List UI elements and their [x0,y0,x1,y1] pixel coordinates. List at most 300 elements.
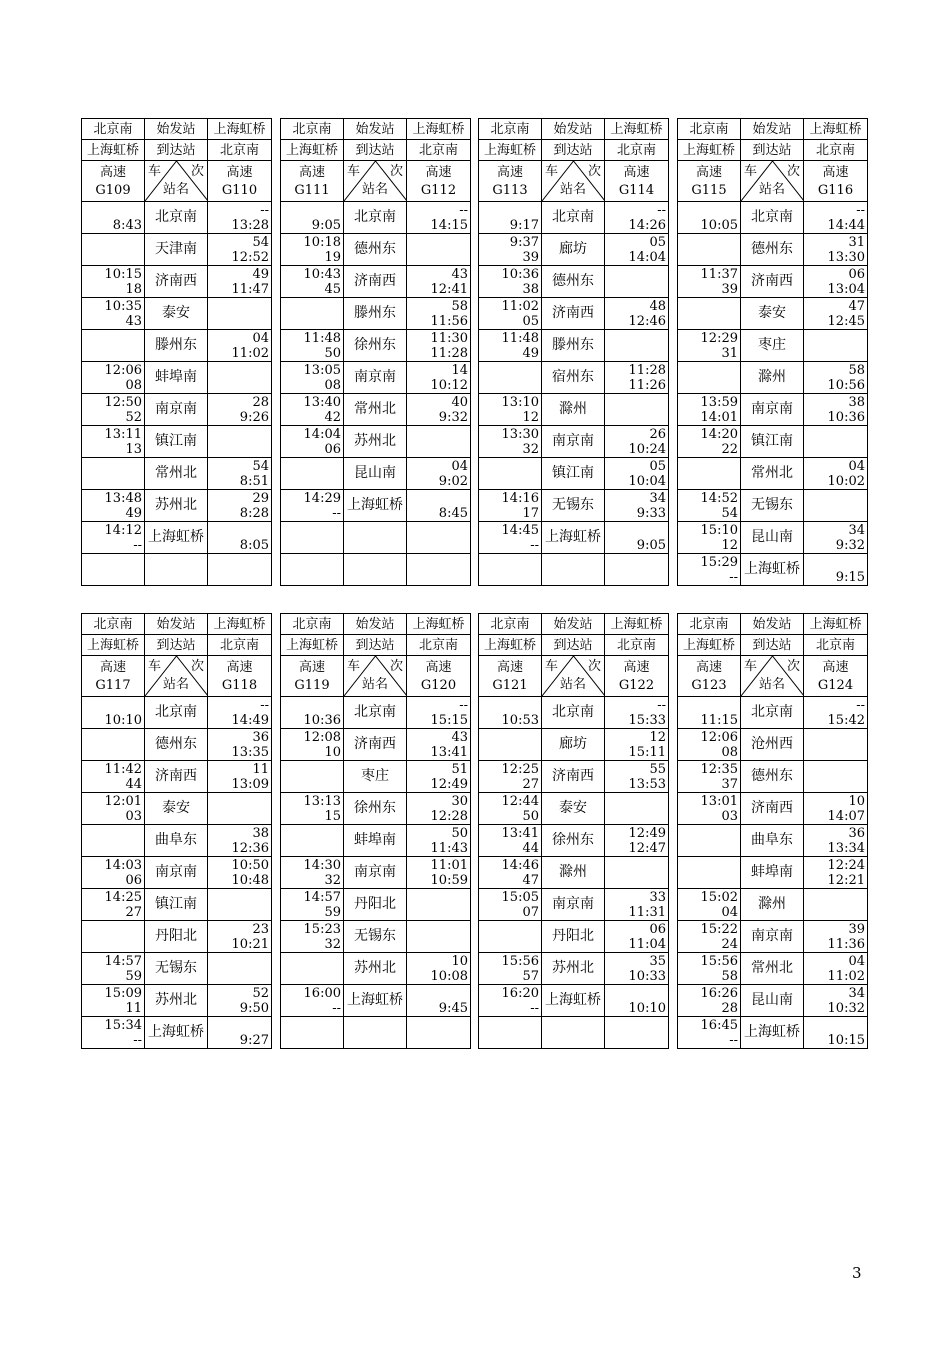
origin-left: 北京南 [678,119,741,140]
table-row [82,426,272,458]
station-name: 枣庄 [741,330,804,362]
up-time [407,234,471,266]
station-name: 德州东 [145,729,208,761]
up-time [407,458,471,490]
depart: 32 [522,442,539,457]
station-name: 济南西 [542,761,605,793]
down-time [479,985,542,1017]
arrive: 12:06 [104,363,142,378]
depart: -- [729,570,738,585]
arrive: 13:01 [700,794,738,809]
table-row [479,729,669,761]
up-time [605,362,669,394]
arrive: 40 [451,395,468,410]
table-row [678,554,868,586]
label-ci: 次 [786,659,800,674]
arrive: 36 [252,730,269,745]
diagonal-header [344,656,407,697]
table-row [281,889,471,921]
arrive: 13:10 [501,395,539,410]
arrive: 15:02 [700,890,738,905]
up-time [208,234,272,266]
arrive: -- [260,203,269,218]
station-name: 无锡东 [145,953,208,985]
dest-label: 到达站 [542,635,605,656]
up-time [407,362,471,394]
origin-right: 上海虹桥 [804,119,868,140]
station-name: 上海虹桥 [542,522,605,554]
table-row [678,953,868,985]
label-ci: 次 [786,164,800,179]
up-train [407,161,471,202]
train-table-g117-g118 [81,613,272,1049]
arrive: 9:45 [438,1001,468,1016]
up-time [804,362,868,394]
table-row [479,953,669,985]
station-name: 南京南 [741,921,804,953]
depart: 11:36 [827,937,865,952]
train-number: G123 [691,677,727,693]
depart: 15 [324,809,341,824]
down-time [479,234,542,266]
table-row [479,394,669,426]
origin-label: 始发站 [145,119,208,140]
train-type: 高速 [226,164,253,180]
table-row [479,554,669,586]
arrive: 11:48 [303,331,341,346]
arrive: 11:37 [700,267,738,282]
table-row [82,490,272,522]
train-table-g115-g116 [677,118,868,586]
depart: 13:28 [231,218,269,233]
arrive: 15:56 [501,954,539,969]
table-row [281,362,471,394]
origin-left: 北京南 [281,614,344,635]
arrive: 26 [649,427,666,442]
table-row [678,490,868,522]
depart: 13 [125,442,142,457]
down-time [82,490,145,522]
diagonal-header [344,161,407,202]
station-name: 泰安 [741,298,804,330]
station-name: 滕州东 [344,298,407,330]
down-time [479,266,542,298]
table-row [678,921,868,953]
up-time [804,953,868,985]
label-che: 车 [744,659,758,674]
arrive: 10 [451,954,468,969]
up-time [605,921,669,953]
diagonal-header [145,656,208,697]
up-time [804,458,868,490]
arrive: 30 [451,794,468,809]
down-time [678,889,741,921]
dest-right: 北京南 [804,635,868,656]
depart: 12:45 [827,314,865,329]
station-name: 徐州东 [344,793,407,825]
station-name: 泰安 [145,793,208,825]
depart: 08 [125,378,142,393]
arrive: -- [856,203,865,218]
table-row [479,458,669,490]
station-name: 丹阳北 [145,921,208,953]
table-row [479,234,669,266]
label-che: 车 [148,164,162,179]
arrive: 10:50 [231,858,269,873]
train-number: G116 [817,182,854,198]
up-time [605,857,669,889]
depart: 39 [721,282,738,297]
up-time [407,697,471,729]
table-row [82,202,272,234]
depart: 10:48 [231,873,269,888]
train-number: G109 [95,182,131,198]
depart: 14:07 [827,809,865,824]
arrive: 06 [649,922,666,937]
dest-right: 北京南 [407,635,471,656]
table-row [82,1017,272,1049]
table-row [82,298,272,330]
depart: 10:21 [231,937,269,952]
down-time [82,953,145,985]
station-name: 廊坊 [542,234,605,266]
down-time [82,266,145,298]
down-time [479,761,542,793]
station-name [344,522,407,554]
table-row [479,825,669,857]
station-name: 济南西 [542,298,605,330]
up-time [407,889,471,921]
down-time [678,761,741,793]
up-time [605,522,669,554]
station-name: 济南西 [741,266,804,298]
up-time [605,793,669,825]
table-row [479,490,669,522]
label-station: 站名 [758,677,785,692]
down-time [281,202,344,234]
depart: 59 [324,905,341,920]
up-time [407,490,471,522]
depart: 11:31 [628,905,666,920]
label-station: 站名 [559,677,586,692]
station-name: 南京南 [741,394,804,426]
origin-label: 始发站 [344,614,407,635]
depart: 9:32 [438,410,468,425]
up-time [605,234,669,266]
up-time [407,857,471,889]
depart: 14:44 [827,218,865,233]
down-time [281,394,344,426]
depart: 15:15 [430,713,468,728]
label-che: 车 [148,659,162,674]
table-row [678,522,868,554]
table-row [678,729,868,761]
station-name: 上海虹桥 [741,554,804,586]
station-name: 泰安 [542,793,605,825]
dest-right: 北京南 [208,635,272,656]
up-time [407,825,471,857]
table-row [479,1017,669,1049]
origin-right: 上海虹桥 [804,614,868,635]
train-number: G119 [294,677,330,693]
table-row [281,985,471,1017]
train-table-g123-g124 [677,613,868,1049]
station-name: 苏州北 [145,490,208,522]
down-time [82,857,145,889]
depart: -- [133,1033,142,1048]
down-time [678,362,741,394]
arrive: 14:45 [501,523,539,538]
dest-right: 北京南 [605,635,669,656]
diagonal-header [741,656,804,697]
station-name: 无锡东 [741,490,804,522]
train-type: 高速 [496,659,523,675]
depart: 32 [324,937,341,952]
depart: 10:08 [430,969,468,984]
up-time [407,921,471,953]
station-name: 南京南 [344,857,407,889]
table-row [281,490,471,522]
depart: 13:30 [827,250,865,265]
down-time [479,729,542,761]
down-time [479,202,542,234]
table-row [281,330,471,362]
station-name: 上海虹桥 [145,1017,208,1049]
station-name: 沧州西 [741,729,804,761]
up-time [407,522,471,554]
train-type: 高速 [623,164,650,180]
down-time [82,426,145,458]
up-time [208,490,272,522]
up-time [804,761,868,793]
train-number: G115 [691,182,727,198]
arrive: 33 [649,890,666,905]
station-name: 常州北 [344,394,407,426]
depart: 10:04 [628,474,666,489]
depart: 04 [721,905,738,920]
up-time [208,697,272,729]
up-time [605,426,669,458]
station-name: 上海虹桥 [344,985,407,1017]
table-row [678,761,868,793]
down-time [82,793,145,825]
depart: 11:02 [827,969,865,984]
station-name: 北京南 [145,202,208,234]
arrive: 16:45 [700,1018,738,1033]
table-row [281,697,471,729]
table-row [281,234,471,266]
table-row [82,857,272,889]
arrive: 14:25 [104,890,142,905]
table-row [82,522,272,554]
up-time [208,202,272,234]
arrive: 14 [451,363,468,378]
station-name: 德州东 [741,234,804,266]
down-time [281,953,344,985]
arrive: 9:05 [311,218,341,233]
up-time [804,330,868,362]
station-name: 德州东 [344,234,407,266]
dest-right: 北京南 [804,140,868,161]
down-time [678,522,741,554]
station-name: 曲阜东 [741,825,804,857]
up-time [407,1017,471,1049]
depart: 11 [125,1001,142,1016]
label-ci: 次 [389,659,403,674]
up-time [208,266,272,298]
station-name: 滁州 [741,889,804,921]
down-time [82,985,145,1017]
up-time [208,985,272,1017]
depart: 14:26 [628,218,666,233]
arrive: 11:48 [501,331,539,346]
arrive: 14:57 [303,890,341,905]
up-time [407,761,471,793]
depart: 12:28 [430,809,468,824]
up-time [605,330,669,362]
arrive: 10:15 [827,1033,865,1048]
depart: -- [332,1001,341,1016]
up-time [804,1017,868,1049]
station-name: 上海虹桥 [741,1017,804,1049]
down-time [479,298,542,330]
station-name: 德州东 [542,266,605,298]
station-name: 常州北 [741,953,804,985]
arrive: 9:37 [509,235,539,250]
down-time [678,266,741,298]
station-name: 济南西 [145,761,208,793]
label-ci: 次 [587,164,601,179]
down-time [281,921,344,953]
up-time [208,729,272,761]
label-che: 车 [545,659,559,674]
arrive: 10:53 [501,713,539,728]
down-time [82,458,145,490]
station-name: 南京南 [542,426,605,458]
depart: 05 [522,314,539,329]
station-name: 北京南 [542,697,605,729]
station-name: 北京南 [344,697,407,729]
station-name: 昆山南 [344,458,407,490]
table-row [678,426,868,458]
down-time [479,330,542,362]
arrive: 16:00 [303,986,341,1001]
depart: 22 [721,442,738,457]
arrive: 8:45 [438,506,468,521]
station-name: 廊坊 [542,729,605,761]
station-name [145,554,208,586]
station-name: 昆山南 [741,522,804,554]
table-row [281,394,471,426]
arrive: 13:05 [303,363,341,378]
origin-label: 始发站 [344,119,407,140]
depart: 58 [721,969,738,984]
down-time [479,1017,542,1049]
depart: 11:02 [231,346,269,361]
arrive: 14:12 [104,523,142,538]
table-row [479,266,669,298]
train-type: 高速 [496,164,523,180]
table-row [479,426,669,458]
arrive: 35 [649,954,666,969]
arrive: 14:29 [303,491,341,506]
up-time [605,729,669,761]
up-time [804,697,868,729]
up-time [208,458,272,490]
up-time [407,426,471,458]
arrive: 10:43 [303,267,341,282]
arrive: 04 [848,459,865,474]
up-time [804,889,868,921]
train-table-g121-g122 [478,613,669,1049]
up-time [605,490,669,522]
up-time [407,729,471,761]
page-number: 3 [852,1264,862,1282]
station-name: 北京南 [741,202,804,234]
up-time [605,458,669,490]
depart: 06 [125,873,142,888]
down-time [678,729,741,761]
table-row [281,202,471,234]
train-type: 高速 [298,659,325,675]
arrive: 50 [451,826,468,841]
arrive: 9:27 [239,1033,269,1048]
station-name: 蚌埠南 [344,825,407,857]
down-time [281,234,344,266]
arrive: 10:05 [700,218,738,233]
up-time [208,761,272,793]
diagonal-header [741,161,804,202]
depart: 14:15 [430,218,468,233]
train-type: 高速 [425,164,452,180]
label-ci: 次 [190,659,204,674]
station-name: 济南西 [145,266,208,298]
origin-right: 上海虹桥 [407,119,471,140]
origin-label: 始发站 [741,614,804,635]
depart: 12:49 [430,777,468,792]
up-time [208,857,272,889]
table-row [281,298,471,330]
down-time [281,825,344,857]
table-row [281,458,471,490]
arrive: 29 [252,491,269,506]
arrive: 15:22 [700,922,738,937]
up-time [804,490,868,522]
station-name: 苏州北 [344,426,407,458]
up-train [605,161,669,202]
up-time [407,554,471,586]
arrive: 48 [649,299,666,314]
table-row [82,266,272,298]
arrive: 39 [848,922,865,937]
station-name: 北京南 [145,697,208,729]
down-time [678,458,741,490]
down-time [281,426,344,458]
depart: 24 [721,937,738,952]
station-name: 蚌埠南 [741,857,804,889]
down-time [678,202,741,234]
depart: 11:28 [430,346,468,361]
up-time [605,202,669,234]
dest-label: 到达站 [145,635,208,656]
station-name: 镇江南 [145,889,208,921]
table-row [82,825,272,857]
arrive: 16:20 [501,986,539,1001]
table-row [479,202,669,234]
depart: 9:32 [835,538,865,553]
depart: 03 [721,809,738,824]
table-row [678,458,868,490]
